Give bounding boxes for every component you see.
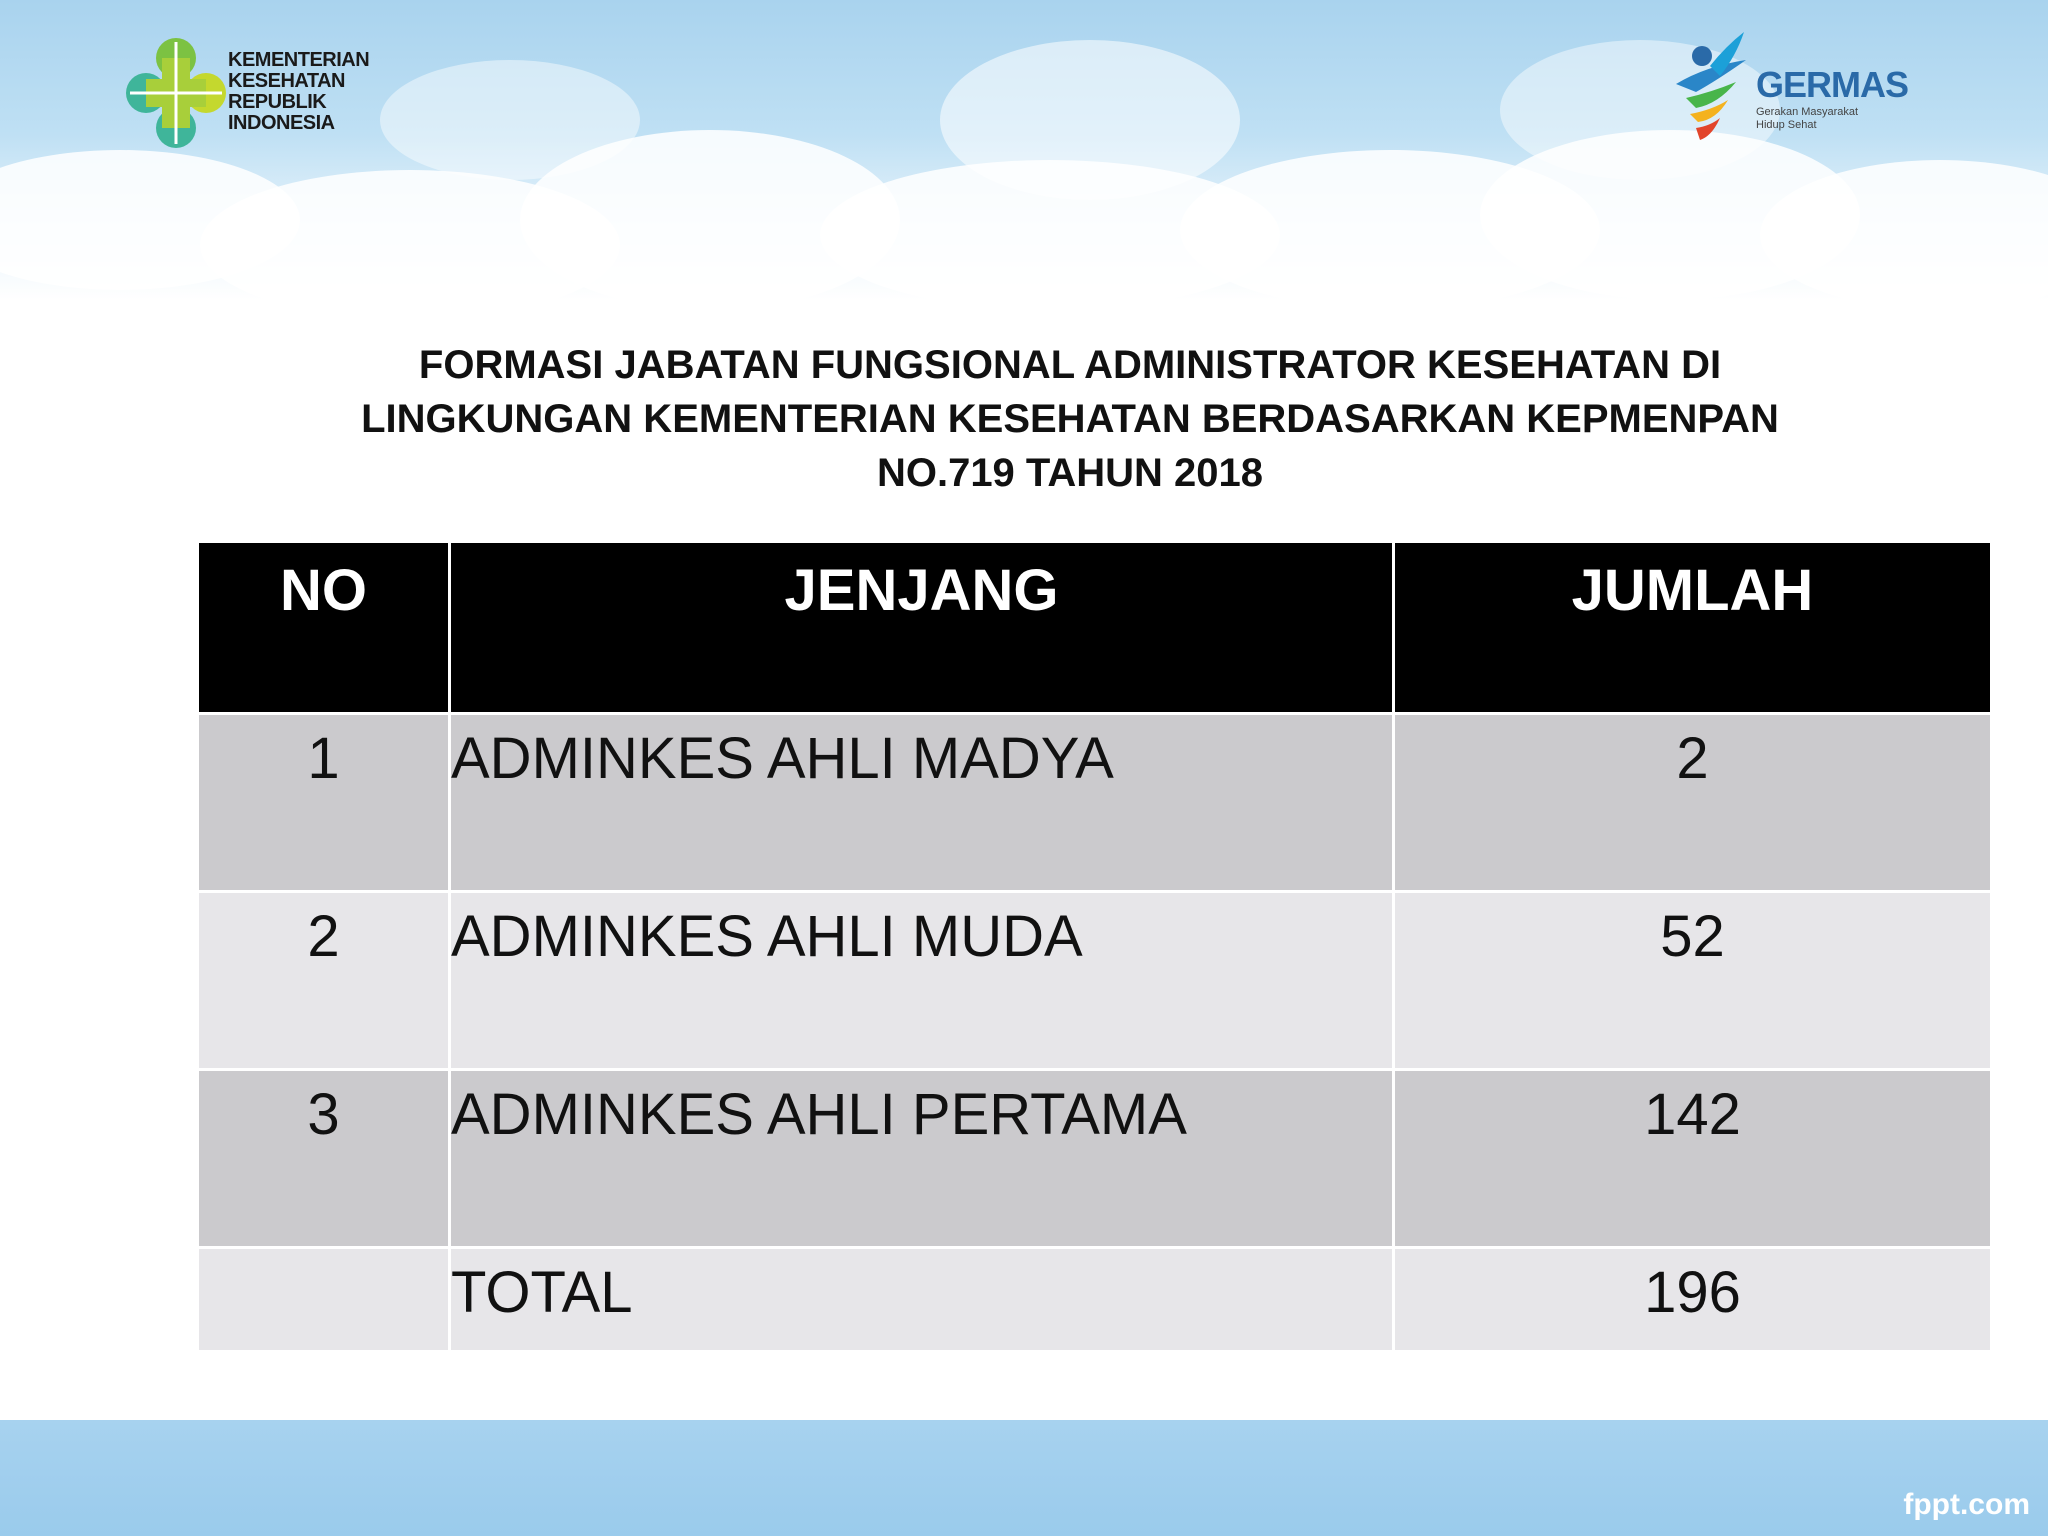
table-row bbox=[198, 1070, 1992, 1248]
footer-band bbox=[0, 1420, 2048, 1536]
table-total-row bbox=[198, 1248, 1992, 1352]
cell-jumlah: 52 bbox=[1394, 892, 1992, 1070]
germas-logo bbox=[1666, 26, 1909, 156]
kemenkes-line: INDONESIA bbox=[228, 112, 335, 134]
kemenkes-wordmark bbox=[228, 50, 369, 134]
title-line: LINGKUNGAN KEMENTERIAN KESEHATAN BERDASARKAN KEPMENPAN bbox=[361, 397, 1779, 441]
table-header-row bbox=[198, 542, 1992, 714]
title-line: NO.719 TAHUN 2018 bbox=[876, 451, 1264, 495]
germas-wordmark: GERMAS bbox=[1756, 64, 1909, 105]
kemenkes-line: REPUBLIK bbox=[228, 91, 327, 113]
header-jumlah: JUMLAH bbox=[1394, 542, 1992, 714]
table-row bbox=[198, 892, 1992, 1070]
formasi-table bbox=[196, 540, 1993, 1353]
kemenkes-cross-logo-icon bbox=[126, 28, 226, 158]
total-value: 196 bbox=[1394, 1248, 1992, 1352]
table-row bbox=[198, 714, 1992, 892]
cell-jenjang: ADMINKES AHLI MUDA bbox=[450, 892, 1394, 1070]
cell-no bbox=[198, 1248, 450, 1352]
cell-no: 2 bbox=[198, 892, 450, 1070]
germas-figure-logo-icon bbox=[1666, 26, 1756, 156]
total-label: TOTAL bbox=[450, 1248, 1394, 1352]
cell-jenjang: ADMINKES AHLI MADYA bbox=[450, 714, 1394, 892]
kemenkes-line: KESEHATAN bbox=[228, 70, 345, 92]
watermark: fppt.com bbox=[1903, 1488, 2030, 1521]
slide-title bbox=[180, 338, 1960, 500]
kemenkes-logo bbox=[126, 28, 370, 158]
cell-jenjang: ADMINKES AHLI PERTAMA bbox=[450, 1070, 1394, 1248]
header-no: NO bbox=[198, 542, 450, 714]
cell-jumlah: 142 bbox=[1394, 1070, 1992, 1248]
kemenkes-line: KEMENTERIAN bbox=[228, 49, 370, 71]
cell-no: 1 bbox=[198, 714, 450, 892]
cell-no: 3 bbox=[198, 1070, 450, 1248]
germas-tagline: Gerakan Masyarakat Hidup Sehat bbox=[1756, 106, 1859, 131]
header-jenjang: JENJANG bbox=[450, 542, 1394, 714]
cell-jumlah: 2 bbox=[1394, 714, 1992, 892]
title-line: FORMASI JABATAN FUNGSIONAL ADMINISTRATOR KESEHATAN DI bbox=[418, 343, 1722, 387]
